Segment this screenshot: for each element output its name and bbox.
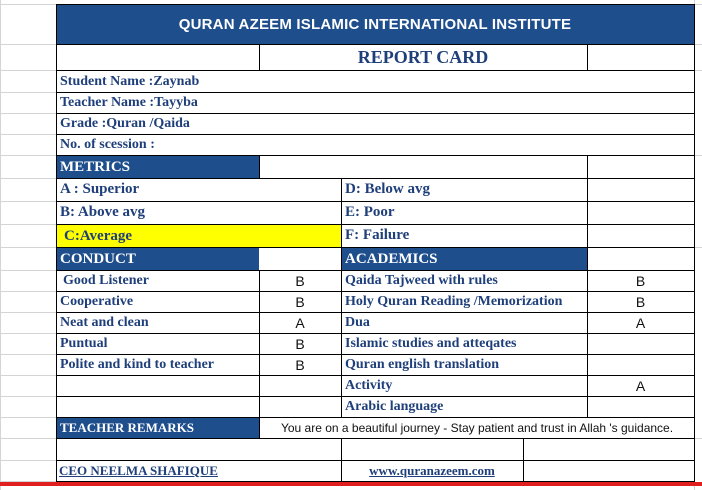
- metric-d: D: Below avg: [345, 181, 430, 197]
- metrics-header-label: METRICS: [60, 158, 131, 175]
- academics-label: Quran english translation: [345, 356, 500, 372]
- institute-title: QURAN AZEEM ISLAMIC INTERNATIONAL INSTITUTE: [178, 16, 572, 33]
- institute-title-banner: [56, 5, 694, 44]
- conduct-header: [56, 248, 259, 270]
- report-title-row: [259, 44, 587, 70]
- academics-label: Arabic language: [345, 398, 444, 414]
- conduct-grade: B: [295, 272, 305, 289]
- conduct-grade: B: [295, 293, 305, 310]
- academics-grade: A: [635, 377, 646, 394]
- conduct-grade: B: [295, 335, 305, 352]
- student-name: Student Name :Zaynab: [60, 73, 200, 89]
- conduct-grade: B: [295, 356, 305, 373]
- metric-e: E: Poor: [345, 204, 395, 220]
- academics-grade: [587, 333, 694, 354]
- academics-grade: B: [635, 293, 646, 310]
- website-link[interactable]: www.quranazeem.com: [369, 463, 495, 478]
- conduct-label: Good Listener: [63, 272, 149, 288]
- academics-label: Islamic studies and atteqates: [345, 335, 517, 351]
- metrics-header: [56, 156, 259, 178]
- report-title: REPORT CARD: [357, 46, 489, 67]
- conduct-header-label: CONDUCT: [60, 250, 136, 267]
- academics-label: Activity: [345, 377, 393, 393]
- teacher-remarks-header: [56, 418, 259, 438]
- academics-header-label: ACADEMICS: [345, 250, 438, 267]
- metric-f: F: Failure: [345, 227, 410, 243]
- metric-c: C:Average: [57, 225, 341, 247]
- conduct-label: Neat and clean: [60, 314, 149, 330]
- academics-label: Dua: [345, 314, 370, 330]
- ceo-signature: CEO NEELMA SHAFIQUE: [59, 463, 218, 478]
- metric-b: B: Above avg: [60, 204, 146, 220]
- academics-grade: [587, 354, 694, 375]
- teacher-remarks-text: You are on a beautiful journey - Stay patient and trust in Allah 's guidance.: [280, 421, 674, 435]
- academics-label: Qaida Tajweed with rules: [345, 272, 498, 288]
- bottom-border-bar: [0, 482, 702, 486]
- teacher-remarks-header-label: TEACHER REMARKS: [60, 420, 194, 435]
- academics-grade: A: [635, 314, 646, 331]
- academics-label: Holy Quran Reading /Memorization: [345, 293, 563, 309]
- conduct-label: Polite and kind to teacher: [60, 356, 214, 372]
- conduct-label: Cooperative: [60, 293, 134, 309]
- academics-header: [342, 248, 587, 270]
- conduct-grade: A: [295, 314, 305, 331]
- grade-level: Grade :Quran /Qaida: [60, 115, 190, 131]
- session-count: No. of scession :: [60, 136, 155, 152]
- conduct-label: Puntual: [60, 335, 108, 351]
- academics-grade: B: [635, 272, 646, 289]
- teacher-name: Teacher Name :Tayyba: [60, 94, 198, 110]
- academics-grade: [587, 396, 694, 417]
- metric-a: A : Superior: [60, 181, 140, 197]
